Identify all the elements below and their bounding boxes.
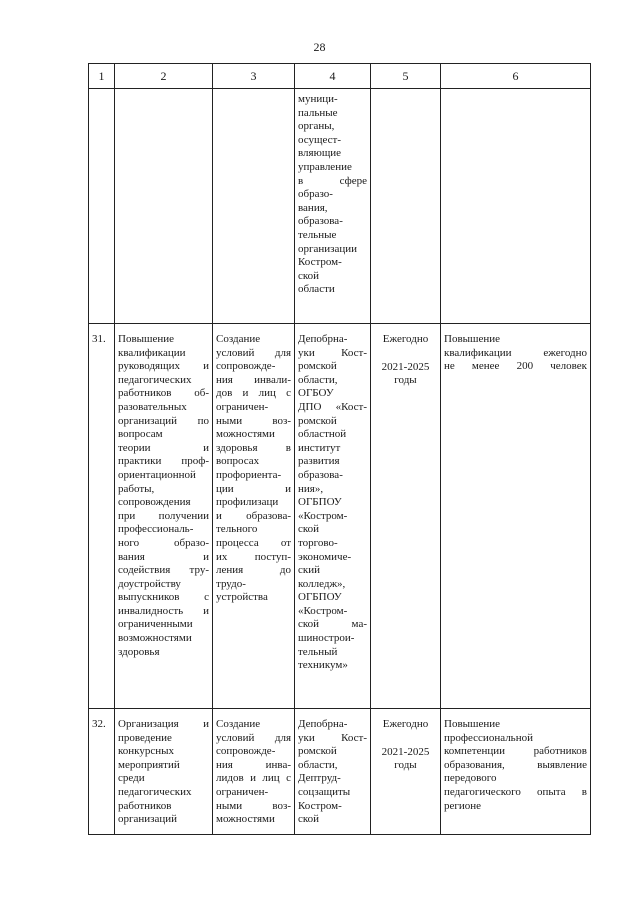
- cell-text-line: ской: [298, 269, 320, 282]
- cell-text-line: ориентационной: [118, 468, 196, 481]
- cell-text-line: можностями: [216, 813, 275, 826]
- cell-text-line: выпускников с: [118, 591, 209, 604]
- cell-text-line: профессиональной: [444, 731, 533, 744]
- cell-text-line: ОГБПОУ: [298, 496, 342, 509]
- cell-text-line: вопросам: [118, 428, 163, 441]
- cell-text-line: ления до: [216, 564, 291, 577]
- cell-text-line: областной: [298, 428, 347, 441]
- cell-text-line: профессиональ-: [118, 523, 194, 536]
- cell-text-line: конкурсных: [118, 745, 175, 758]
- cell-text-line: ограничен-: [216, 785, 269, 798]
- header-cell: 2: [115, 64, 213, 89]
- cell-text-line: ОГБОУ: [298, 387, 334, 400]
- term-years: 2021-2025: [381, 745, 430, 758]
- cell-text-line: ДПО «Кост-: [298, 400, 367, 413]
- cell-text-line: профилизаци: [216, 496, 279, 509]
- cell-text-line: условий для: [216, 346, 291, 359]
- cell-text-line: ции и: [216, 482, 291, 495]
- cell-text-line: осущест-: [298, 133, 341, 146]
- cell-text-line: муници-: [298, 93, 338, 105]
- cell-text-line: органы,: [298, 120, 335, 133]
- cell-text-line: вляющие: [298, 147, 342, 160]
- term-years: 2021-2025: [381, 360, 430, 373]
- cell-text-line: тельные: [298, 228, 337, 241]
- cell-text-line: образования, выявление: [444, 758, 587, 771]
- cell-text-line: уки Кост-: [298, 731, 367, 744]
- cell-text-line: управление: [298, 160, 352, 173]
- cell-text-line: уки Кост-: [298, 346, 367, 359]
- cell-text-line: руководящих и: [118, 360, 209, 373]
- cell-text-line: ограниченными: [118, 618, 193, 631]
- cell-text-line: образова-: [298, 215, 343, 228]
- cell-text-line: разовательных: [118, 400, 187, 413]
- cell-text-line: Костром-: [298, 256, 342, 269]
- cell-text-line: Повышение: [118, 333, 175, 345]
- cell-text-line: ромской: [298, 414, 337, 427]
- cell-text-line: Повышение: [444, 718, 501, 730]
- cell-goal: [213, 324, 295, 709]
- cell-text-line: образова-: [298, 468, 343, 481]
- cell-text-line: организаций: [118, 813, 178, 826]
- cell-text-line: ными воз-: [216, 799, 291, 812]
- term-frequency: Ежегодно: [382, 718, 429, 730]
- cell-executors: [295, 709, 371, 835]
- cell-term: [371, 324, 441, 709]
- cell-text-line: ромской: [298, 745, 337, 758]
- cell-text-line: педагогических: [118, 785, 192, 798]
- cell-measure: [115, 324, 213, 709]
- term-frequency: Ежегодно: [382, 333, 429, 345]
- term-unit: годы: [394, 759, 417, 772]
- cell-text-line: организаций по: [118, 414, 209, 427]
- cell-text-line: профориента-: [216, 468, 282, 481]
- cell-text-line: доустройству: [118, 577, 181, 590]
- cell-text-line: здоровья: [118, 645, 160, 658]
- cell-text-line: тельный: [298, 645, 338, 658]
- cell-text-line: образо-: [298, 188, 333, 201]
- cell-text-line: Организация и: [118, 718, 209, 730]
- cell-text-line: пальные: [298, 106, 338, 119]
- cell-text-line: содействия тру-: [118, 564, 209, 577]
- cell-text-line: проведение: [118, 731, 172, 744]
- table-row: [89, 709, 591, 835]
- cell-result: [441, 324, 591, 709]
- cell-text-line: среди: [118, 772, 145, 785]
- cell-text-line: Депобрна-: [298, 718, 348, 730]
- cell-text-line: колледж»,: [298, 577, 346, 590]
- cell-measure: [115, 89, 213, 324]
- cell-text-line: педагогического опыта в: [444, 785, 587, 798]
- cell-text-line: дов и лиц с: [216, 387, 291, 400]
- table-row-continuation: [89, 89, 591, 324]
- cell-text-line: соцзащиты: [298, 785, 351, 798]
- cell-text-line: и образова-: [216, 509, 291, 522]
- cell-term: [371, 709, 441, 835]
- cell-text-line: организации: [298, 242, 358, 255]
- cell-text-line: работников об-: [118, 387, 209, 400]
- cell-text-line: квалификации ежегодно: [444, 346, 587, 359]
- cell-text-line: ния инва-: [216, 758, 291, 771]
- cell-text-line: передового: [444, 772, 497, 785]
- cell-text-line: в сфере: [298, 174, 367, 187]
- header-cell: 4: [295, 64, 371, 89]
- cell-text-line: области: [298, 283, 335, 296]
- cell-text-line: «Костром-: [298, 604, 348, 617]
- cell-text-line: теории и: [118, 441, 209, 454]
- cell-text-line: можностями: [216, 428, 275, 441]
- cell-text-line: ский: [298, 564, 320, 577]
- cell-text-line: ОГБПОУ: [298, 591, 342, 604]
- cell-num: 31.: [89, 324, 115, 709]
- cell-text-line: Создание: [216, 718, 261, 730]
- cell-text-line: области,: [298, 758, 338, 771]
- measures-table: [88, 63, 591, 835]
- cell-result: [441, 89, 591, 324]
- cell-text-line: ской: [298, 813, 320, 826]
- cell-text-line: Повышение: [444, 333, 501, 345]
- header-cell: 5: [371, 64, 441, 89]
- cell-text-line: при получении: [118, 509, 209, 522]
- cell-text-line: экономиче-: [298, 550, 352, 563]
- cell-text-line: трудо-: [216, 577, 246, 590]
- cell-num: 32.: [89, 709, 115, 835]
- cell-text-line: ской: [298, 523, 320, 536]
- cell-executors: [295, 89, 371, 324]
- cell-text-line: сопровожде-: [216, 360, 276, 373]
- header-cell: 1: [89, 64, 115, 89]
- cell-text-line: ской ма-: [298, 618, 367, 631]
- cell-text-line: техникум»: [298, 659, 348, 672]
- cell-goal: [213, 89, 295, 324]
- cell-text-line: Создание: [216, 333, 261, 345]
- term-unit: годы: [394, 374, 417, 387]
- cell-text-line: педагогических: [118, 373, 192, 386]
- cell-text-line: Костром-: [298, 799, 342, 812]
- cell-text-line: ромской: [298, 360, 337, 373]
- cell-text-line: Депобрна-: [298, 333, 348, 345]
- cell-text-line: квалификации: [118, 346, 186, 359]
- cell-text-line: шинострои-: [298, 632, 355, 645]
- cell-text-line: компетенции работников: [444, 745, 587, 758]
- cell-text-line: практики проф-: [118, 455, 209, 468]
- cell-term: [371, 89, 441, 324]
- cell-text-line: области,: [298, 373, 338, 386]
- cell-text-line: развития: [298, 455, 340, 468]
- cell-text-line: вопросах: [216, 455, 260, 468]
- cell-text-line: ными воз-: [216, 414, 291, 427]
- cell-num: [89, 89, 115, 324]
- cell-text-line: регионе: [444, 799, 482, 812]
- cell-text-line: инвалидность и: [118, 604, 209, 617]
- cell-goal: [213, 709, 295, 835]
- cell-executors: [295, 324, 371, 709]
- table-row: [89, 324, 591, 709]
- cell-text-line: ного образо-: [118, 536, 209, 549]
- cell-text-line: сопровождения: [118, 496, 191, 509]
- cell-text-line: тельного: [216, 523, 258, 536]
- cell-text-line: работников: [118, 799, 172, 812]
- cell-text-line: Дептруд-: [298, 772, 341, 785]
- table-header-row: [89, 64, 591, 89]
- cell-text-line: «Костром-: [298, 509, 348, 522]
- cell-text-line: условий для: [216, 731, 291, 744]
- cell-text-line: не менее 200 человек: [444, 360, 587, 373]
- cell-text-line: ограничен-: [216, 400, 269, 413]
- cell-text-line: здоровья в: [216, 441, 291, 454]
- cell-text-line: сопровожде-: [216, 745, 276, 758]
- cell-text-line: торгово-: [298, 536, 338, 549]
- cell-text-line: вания и: [118, 550, 209, 563]
- cell-text-line: ния инвали-: [216, 373, 291, 386]
- header-cell: 3: [213, 64, 295, 89]
- cell-text-line: устройства: [216, 591, 268, 604]
- cell-text-line: процесса от: [216, 536, 291, 549]
- cell-text-line: лидов и лиц с: [216, 772, 291, 785]
- cell-text-line: работы,: [118, 482, 155, 495]
- cell-text-line: институт: [298, 441, 341, 454]
- cell-measure: [115, 709, 213, 835]
- cell-text-line: их поступ-: [216, 550, 291, 563]
- header-cell: 6: [441, 64, 591, 89]
- cell-text-line: мероприятий: [118, 758, 180, 771]
- cell-result: [441, 709, 591, 835]
- cell-text-line: ния»,: [298, 482, 324, 495]
- page-number: 28: [313, 40, 326, 54]
- cell-text-line: вания,: [298, 201, 328, 214]
- cell-text-line: возможностями: [118, 632, 192, 645]
